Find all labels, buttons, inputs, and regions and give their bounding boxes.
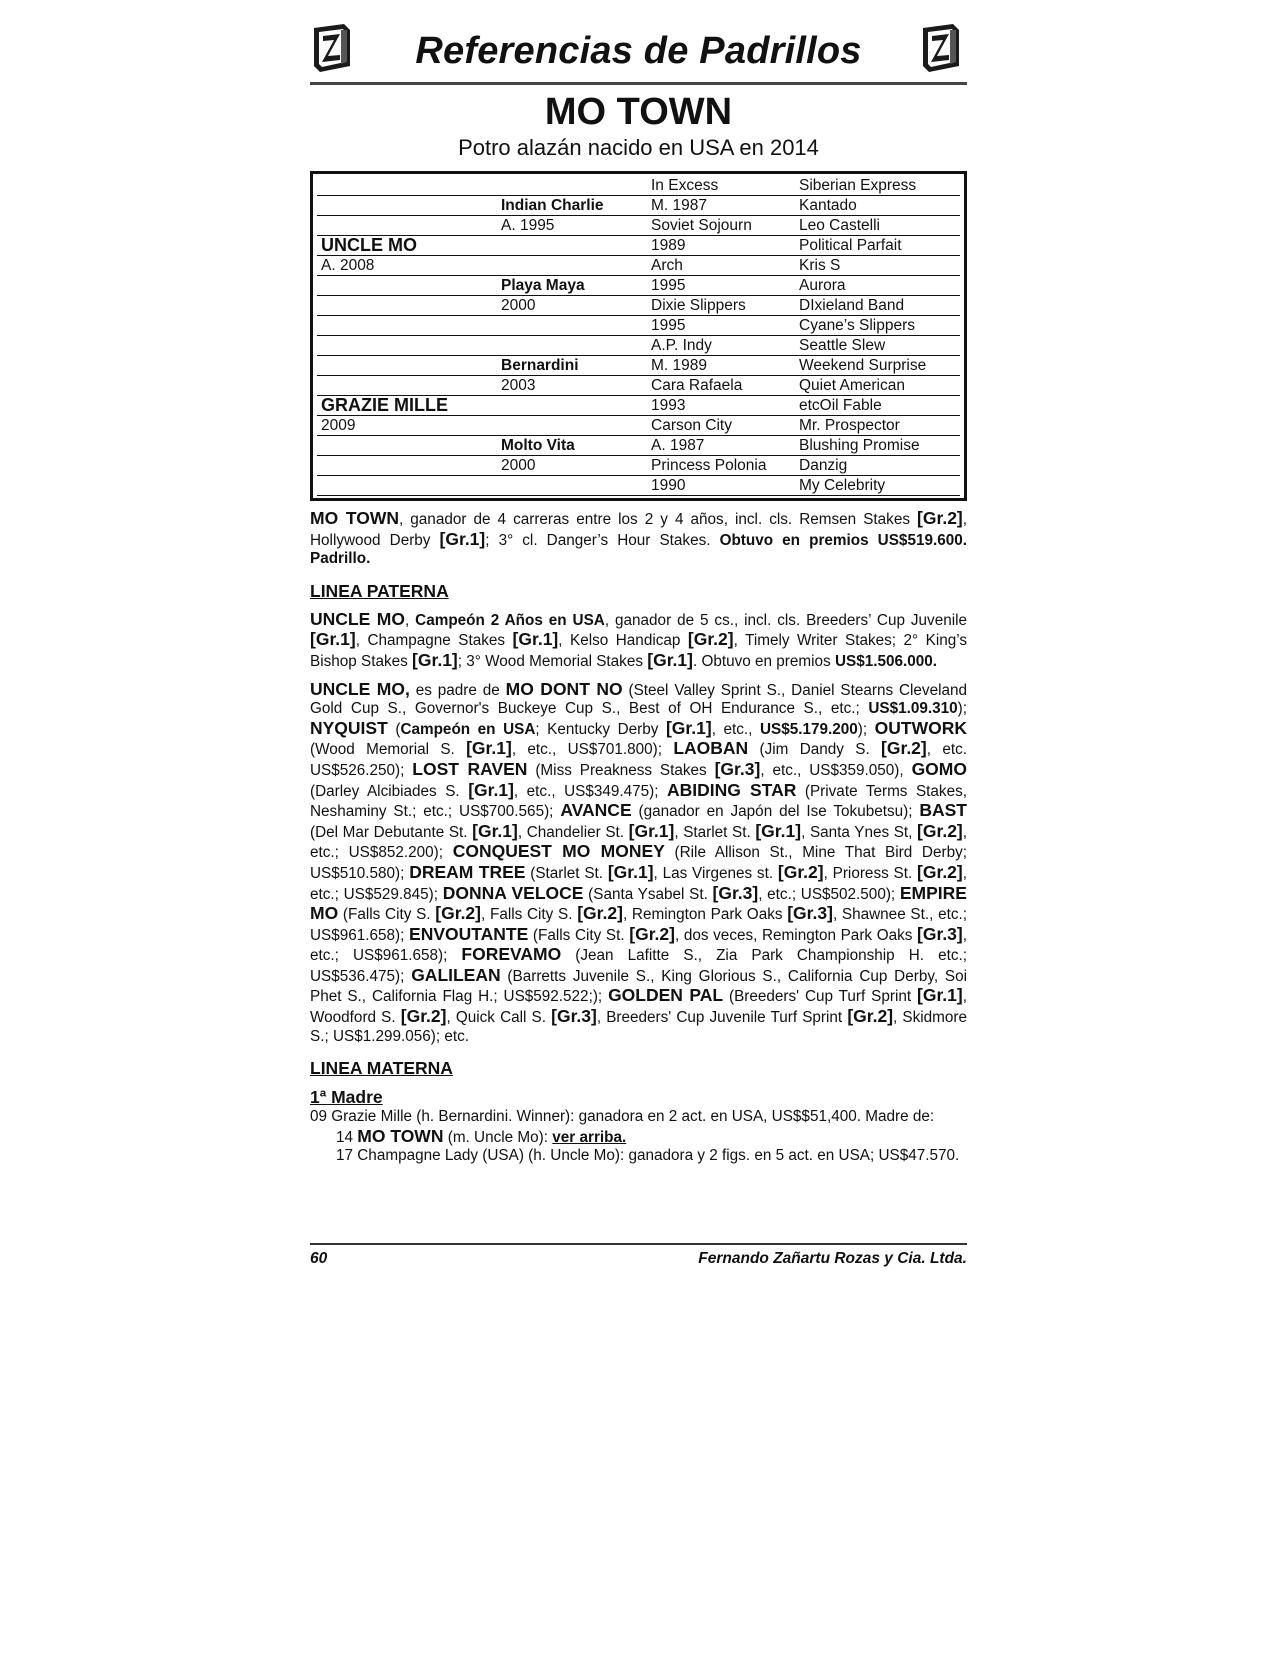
offspring-name: GOLDEN PAL [608,985,724,1006]
document-page [310,18,967,1166]
pedigree-cell: Kantado [799,197,857,214]
pedigree-cell: 1995 [651,317,686,334]
offspring-name: DREAM TREE [409,861,526,882]
pedigree-cell: A.P. Indy [651,337,712,354]
pedigree-row [317,396,960,416]
pedigree-cell: 1989 [651,237,686,254]
offspring-name: UNCLE MO, [310,678,410,699]
pedigree-cell: A. 2008 [321,257,375,274]
intro-paragraph: MO TOWN, ganador de 4 carreras entre los 2 y 4 años, incl. cls. Remsen Stakes [Gr.2], Hollywood Derby [Gr.1]; 3° cl. Danger’s Hour Stakes. Obtuvo en premios US$519.600. Padrillo. [310,508,968,568]
pedigree-cell: A. 1995 [501,217,555,234]
publisher: Fernando Zañartu Rozas y Cia. Ltda. [698,1250,967,1267]
offspring-name: OUTWORK [874,717,968,738]
pedigree-row [317,296,960,316]
offspring-name: MO DONT NO [505,678,623,699]
pedigree-row [317,416,960,436]
pedigree-cell: Cara Rafaela [651,377,743,394]
pedigree-cell: UNCLE MO [321,235,417,255]
pedigree-row [317,436,960,456]
pedigree-cell: GRAZIE MILLE [321,395,448,415]
foal-entry: 14 MO TOWN (m. Uncle Mo): ver arriba. [336,1125,627,1146]
offspring-name: GOMO [911,758,967,779]
pedigree-cell: 2000 [501,457,536,474]
pedigree-row [317,356,960,376]
pedigree-cell: M. 1987 [651,197,708,214]
pedigree-cell: Indian Charlie [501,197,604,214]
offspring-name: EMPIRE MO [310,882,967,924]
pedigree-cell: DIxieland Band [799,297,905,314]
pedigree-row [317,376,960,396]
page-header [310,18,967,82]
pedigree-row [317,176,960,196]
pedigree-row [317,476,960,496]
progeny-paragraph: UNCLE MO, es padre de MO DONT NO (Steel Valley Sprint S., Daniel Stearns Cleveland Gold Cup S., Governor's Buckeye Cup S., Best of OH Endurance S., etc.; US$1.09.310); NYQUIST (Campeón en USA; Kentucky Derby [Gr.1], etc., US$5.179.200); OUTWORK (Wood Memorial S. [Gr.1], etc., US$701.800); LAOBAN (Jim Dandy S. [Gr.2], etc. US$526.250); LOST RAVEN (Miss Preakness Stakes [Gr.3], etc., US$359.050), GOMO (Darley Alcibiades S. [Gr.1], etc., US$349.475); ABIDING STAR (Private Terms Stakes, Neshaminy St.; etc.; US$700.565); AVANCE (ganador en Japón del Ise Tokubetsu); BAST (Del Mar Debutante St. [Gr.1], Chandelier St. [Gr.1], Starlet St. [Gr.1], Santa Ynes St, [Gr.2], etc.; US$852.200); CONQUEST MO MONEY (Rile Allison St., Mine That Bird Derby; US$510.580); DREAM TREE (Starlet St. [Gr.1], Las Virgenes st. [Gr.2], Prioress St. [Gr.2], etc.; US$529.845); DONNA VELOCE (Santa Ysabel St. [Gr.3], etc.; US$502.500); EMPIRE MO (Falls City S. [Gr.2], Falls City S. [Gr.2], Remington Park Oaks [Gr.3], Shawnee St., etc.; US$961.658); ENVOUTANTE (Falls City St. [Gr.2], dos veces, Remington Park Oaks [Gr.3], etc.; US$961.658); FOREVAMO (Jean Lafitte S., Zia Park Championship H. etc.; US$536.475); GALILEAN (Barretts Juvenile S., King Glorious S., California Cup Derby, Soi Phet S., California Flag H.; US$592.522;); GOLDEN PAL (Breeders' Cup Turf Sprint [Gr.1], Woodford S. [Gr.2], Quick Call S. [Gr.3], Breeders' Cup Juvenile Turf Sprint [Gr.2], Skidmore S.; US$1.299.056); etc. [310,678,968,1045]
pedigree-cell: Bernardini [501,357,579,374]
dam-heading: 1ª Madre [310,1087,383,1108]
pedigree-cell: Molto Vita [501,437,575,454]
pedigree-cell: Carson City [651,417,732,434]
pedigree-cell: Leo Castelli [799,217,880,234]
pedigree-row [317,216,960,236]
pedigree-cell: 1993 [651,397,686,414]
sire-paragraph: UNCLE MO, Campeón 2 Años en USA, ganador de 5 cs., incl. cls. Breeders’ Cup Juvenile [Gr.1], Champagne Stakes [Gr.1], Kelso Handicap [Gr.2], Timely Writer Stakes; 2° King’s Bishop Stakes [Gr.1]; 3° Wood Memorial Stakes [Gr.1]. Obtuvo en premios US$1.506.000. [310,608,968,670]
offspring-name: LAOBAN [673,738,749,759]
pedigree-table [310,171,967,501]
pedigree-cell: Siberian Express [799,177,917,194]
pedigree-cell: 1990 [651,477,686,494]
pedigree-cell: 2009 [321,417,356,434]
pedigree-row [317,236,960,256]
pedigree-cell: Arch [651,257,683,274]
pedigree-row [317,196,960,216]
pedigree-cell: 2003 [501,377,536,394]
pedigree-cell: Aurora [799,277,846,294]
pedigree-cell: A. 1987 [651,437,705,454]
offspring-name: GALILEAN [411,964,501,985]
pedigree-cell: Mr. Prospector [799,417,900,434]
horse-name-inline: MO TOWN [310,508,399,528]
earnings: Obtuvo en premios US$519.600. Padrillo. [310,531,967,568]
horse-name: MO TOWN [544,91,733,133]
pedigree-row [317,256,960,276]
pedigree-cell: Blushing Promise [799,437,920,454]
dam-entry: 09 Grazie Mille (h. Bernardini. Winner): ganadora en 2 act. en USA, US$$51,400. Madre de: [310,1108,935,1126]
offspring-name: DONNA VELOCE [442,882,584,903]
pedigree-cell: Danzig [799,457,848,474]
pedigree-cell: Quiet American [799,377,905,394]
paternal-heading: LINEA PATERNA [310,580,449,601]
offspring-name: NYQUIST [310,717,388,738]
offspring-name: BAST [919,800,967,821]
pedigree-cell: Dixie Slippers [651,297,746,314]
header-title: Referencias de Padrillos [415,30,862,72]
pedigree-cell: Kris S [799,257,841,274]
pedigree-cell: 2000 [501,297,536,314]
pedigree-cell: Seattle Slew [799,337,886,354]
pedigree-cell: Weekend Surprise [799,357,927,374]
horse-subtitle: Potro alazán nacido en USA en 2014 [458,135,819,160]
header-rule [310,82,967,85]
pedigree-row [317,276,960,296]
pedigree-row [317,336,960,356]
offspring-name: AVANCE [560,800,632,821]
page-number: 60 [310,1250,328,1267]
pedigree-cell: In Excess [651,177,719,194]
offspring-name: FOREVAMO [461,944,562,965]
see-above-reference: ver arriba. [552,1128,627,1146]
pedigree-cell: M. 1989 [651,357,708,374]
pedigree-cell: Cyane’s Slippers [799,317,916,334]
pedigree-cell: Princess Polonia [651,457,767,474]
pedigree-cell: Playa Maya [501,277,585,294]
offspring-name: ENVOUTANTE [409,923,529,944]
pedigree-cell: 1995 [651,277,686,294]
pedigree-row [317,316,960,336]
pedigree-cell: etcOil Fable [799,397,882,414]
page-footer [310,1243,967,1268]
zr-monogram-icon [919,22,967,74]
maternal-heading: LINEA MATERNA [310,1058,453,1079]
foal-entry: 17 Champagne Lady (USA) (h. Uncle Mo): ganadora y 2 figs. en 5 act. en USA; US$47.570. [336,1147,960,1165]
pedigree-cell: My Celebrity [799,477,886,494]
offspring-name: LOST RAVEN [412,758,528,779]
pedigree-cell: Political Parfait [799,237,902,254]
offspring-name: ABIDING STAR [667,779,797,800]
pedigree-cell: Soviet Sojourn [651,217,752,234]
offspring-name: CONQUEST MO MONEY [452,841,665,862]
pedigree-row [317,456,960,476]
